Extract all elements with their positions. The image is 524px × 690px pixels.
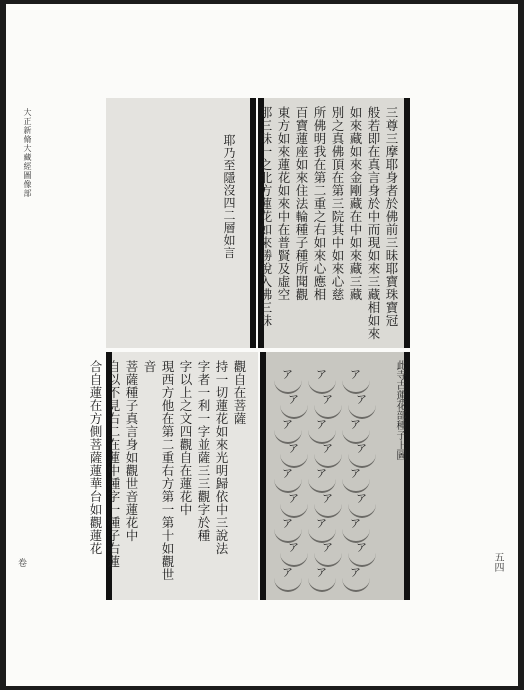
lotus-seat <box>342 566 370 592</box>
seed-syllable: ア <box>288 442 299 456</box>
text-column: 所佛明我在第二重之右如來心應相 <box>312 106 327 301</box>
seed-syllable: ア <box>316 417 327 431</box>
manuscript-panel-top-right <box>258 98 410 348</box>
lotus-seat-grid <box>268 366 370 590</box>
manuscript-panel-bottom-left <box>88 352 258 600</box>
seed-syllable: ア <box>356 541 367 555</box>
seed-syllable: ア <box>322 392 333 406</box>
seed-syllable: ア <box>356 491 367 505</box>
text-column: 菩薩種子真言身如觀世音蓮花中 <box>124 360 139 542</box>
text-column: 般若即在真言身於中而現如來三藏相如來 <box>366 106 381 340</box>
seed-syllable: ア <box>282 368 293 381</box>
mandala-panel-bottom-right <box>260 352 410 600</box>
text-column: 自以不見右二在蓮中種字一種子右蓮 <box>106 360 121 568</box>
seed-syllable: ア <box>350 368 361 381</box>
side-title: 大正新脩大藏經圖像部 <box>23 108 32 198</box>
manuscript-columns <box>258 106 400 340</box>
text-column: 那三昧一之北方蓮花如來勝說入佛三昧 <box>258 106 273 327</box>
text-column: 持一切蓮花如來光明歸依中三說法 <box>214 360 229 555</box>
seed-syllable: ア <box>316 516 327 530</box>
seed-syllable: ア <box>350 566 361 579</box>
lotus-seat <box>274 566 302 592</box>
seed-syllable: ア <box>322 491 333 505</box>
seed-syllable: ア <box>288 392 299 406</box>
text-column: 百寶蓮座如來住法輪種子種所聞觀 <box>294 106 309 301</box>
mandala-side-text: 此寺古蓮花部種子上圖 <box>394 360 405 460</box>
seed-syllable: ア <box>322 541 333 555</box>
seed-syllable: ア <box>350 516 361 530</box>
text-column: 東方如來蓮花如來中在普賢及虛空 <box>276 106 291 301</box>
page-number-left: 卷 <box>18 559 28 569</box>
text-column: 如來藏如來金剛藏在中如來藏三藏 <box>348 106 363 301</box>
seed-syllable: ア <box>356 442 367 456</box>
panel-binding-edge <box>260 352 266 600</box>
manuscript-panel-top-left <box>106 98 256 348</box>
text-column: 現西方他在第二重右方第一第十如觀世音 <box>142 360 175 581</box>
text-column: 觀自在菩薩 <box>232 360 247 425</box>
seed-syllable: ア <box>282 417 293 431</box>
manuscript-columns <box>88 360 248 592</box>
text-column: 三尊三摩耶身者於佛前三昧耶寶珠寶冠 <box>384 106 399 327</box>
seed-syllable: ア <box>322 442 333 456</box>
seed-syllable: ア <box>288 491 299 505</box>
text-column: 字者一利一字並薩三三觀字於種 <box>196 360 211 542</box>
seed-syllable: ア <box>282 516 293 530</box>
page-number-right: 五四 <box>492 552 503 572</box>
panel-binding-edge <box>404 98 410 348</box>
seed-syllable: ア <box>350 417 361 431</box>
seed-syllable: ア <box>350 467 361 480</box>
seed-syllable: ア <box>282 467 293 480</box>
seed-syllable: ア <box>356 392 367 406</box>
lotus-seat <box>308 566 336 592</box>
seed-syllable: ア <box>316 566 327 579</box>
text-column: 別之真佛頂在第三院其中如來心慈 <box>330 106 345 301</box>
text-column: 合自蓮在方側菩薩蓮華台如觀蓮花 <box>88 360 103 555</box>
seed-syllable: ア <box>316 467 327 480</box>
seed-syllable: ア <box>282 566 293 579</box>
seed-syllable: ア <box>288 541 299 555</box>
manuscript-text: 耶乃至隱沒四二層如言 <box>222 134 236 259</box>
seed-syllable: ア <box>316 368 327 381</box>
text-column: 字以上之文四觀自在蓮花中 <box>178 360 193 516</box>
